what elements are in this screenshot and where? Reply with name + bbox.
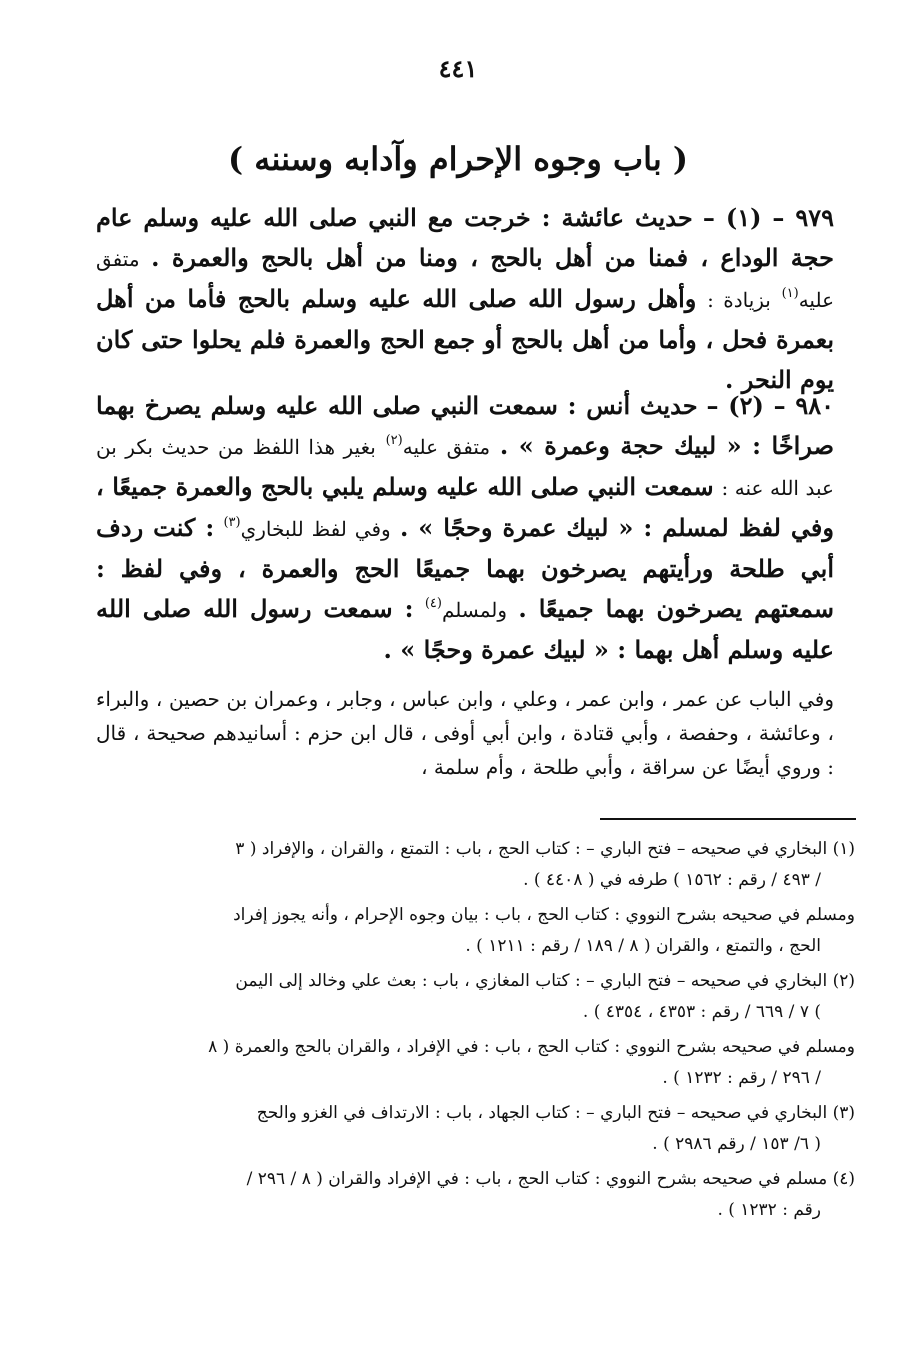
- hadith-quote: سمعت النبي صلى الله عليه وسلم يلبي بالحج والعمرة جميعًا ، وفي لفظ لمسلم : « لبيك عمرة وحجًا » .: [96, 472, 834, 542]
- footnote: [90, 1164, 855, 1226]
- footnote-line: (١) البخاري في صحيحه – فتح الباري – : كتاب الحج ، باب : التمتع ، والقران ، والإفراد ( ٣: [235, 839, 855, 859]
- hadith-addition: وأهل رسول الله صلى الله عليه وسلم بالحج فأما من أهل بعمرة فحل ، وأما من أهل بالحج أو جمع الحج والعمرة فلم يحلوا حتى كان يوم النحر .: [96, 284, 835, 394]
- footnote-line: الحج ، والتمتع ، والقران ( ٨ / ١٨٩ / رقم : ١٢١١ ) .: [465, 936, 821, 956]
- footnote-line: (٤) مسلم في صحيحه بشرح النووي : كتاب الحج ، باب : في الإفراد والقران ( ٨ / ٢٩٦ /: [246, 1169, 855, 1189]
- footnote-line: ) ٧ / ٦٦٩ / رقم : ٤٣٥٣ ، ٤٣٥٤ ) .: [582, 1002, 821, 1022]
- footnote-line: ومسلم في صحيحه بشرح النووي : كتاب الحج ، باب : بيان وجوه الإحرام ، وأنه يجوز إفراد: [233, 905, 855, 925]
- hadith-number: ٩٧٩ – (١) –: [702, 203, 834, 232]
- addition-label: بزيادة :: [707, 288, 771, 312]
- footnote: [90, 834, 855, 896]
- footnote-ref: (٤): [424, 596, 442, 611]
- footnote-line: ومسلم في صحيحه بشرح النووي : كتاب الحج ، باب : في الإفراد ، والقران بالحج والعمرة ( ٨: [208, 1037, 855, 1057]
- footnote-ref: (٢): [385, 433, 403, 448]
- hadith-text: حديث أنس : سمعت النبي صلى الله عليه وسلم يصرخ بهما صراخًا : « لبيك حجة وعمرة » .: [96, 391, 834, 460]
- footnote: [90, 1098, 855, 1160]
- footnote: [90, 1032, 855, 1094]
- footnote-ref: (٣): [223, 515, 241, 530]
- agreed-label: متفق عليه: [96, 247, 835, 312]
- agreed-label: متفق عليه: [402, 435, 491, 459]
- footnotes: [90, 834, 855, 1230]
- narration-note: بغير هذا اللفظ من حديث بكر بن عبد الله عنه :: [96, 435, 834, 500]
- bukhari-label: وفي لفظ للبخاري: [240, 517, 391, 541]
- hadith-number: ٩٨٠ – (٢) –: [706, 391, 834, 420]
- muslim-label: ولمسلم: [441, 598, 508, 622]
- footnote-line: رقم : ١٢٣٢ ) .: [717, 1200, 821, 1220]
- footnote-line: (٢) البخاري في صحيحه – فتح الباري – : كتاب المغازي ، باب : بعث علي وخالد إلى اليمن: [235, 971, 855, 991]
- footnote-line: (٣) البخاري في صحيحه – فتح الباري – : كتاب الجهاد ، باب : الارتداف في الغزو والحج: [256, 1103, 855, 1123]
- footnote-line: ( ٦/ ١٥٣ / رقم ٢٩٨٦ ) .: [652, 1134, 821, 1154]
- chapter-title: ( باب وجوه الإحرام وآدابه وسننه ): [228, 140, 688, 178]
- footnote-line: / ٢٩٦ / رقم : ١٢٣٢ ) .: [662, 1068, 821, 1088]
- footnote: [90, 900, 855, 962]
- hadith-quote: : سمعت رسول الله صلى الله عليه وسلم أهل بهما : « لبيك عمرة وحجًا » .: [96, 594, 834, 664]
- page-number: ٤٤١: [438, 54, 478, 83]
- footnote: [90, 966, 855, 1028]
- footnote-ref: (١): [781, 286, 799, 301]
- hadith-quote: : كنت ردف أبي طلحة ورأيتهم يصرخون بهما جميعًا الحج والعمرة ، وفي لفظ : سمعتهم يصرخون بهما جميعًا .: [96, 513, 834, 623]
- hadith-980: [96, 386, 834, 670]
- hadith-text: حديث عائشة : خرجت مع النبي صلى الله عليه وسلم عام حجة الوداع ، فمنا من أهل بالحج ، ومنا من أهل بالحج والعمرة .: [96, 203, 834, 272]
- footnote-line: / ٤٩٣ / رقم : ١٥٦٢ ) طرفه في ( ٤٤٠٨ ) .: [523, 870, 821, 890]
- footnote-divider: [600, 818, 856, 820]
- hadith-979: [96, 198, 834, 400]
- bab-note: وفي الباب عن عمر ، وابن عمر ، وعلي ، وابن عباس ، وجابر ، وعمران بن حصين ، والبراء ، وعائشة ، وحفصة ، وأبي قتادة ، وابن أبي أوفى ، قال ابن حزم : أسانيدهم صحيحة ، قال : وروي أيضًا عن سراقة ، وأبي طلحة ، وأم سلمة ،: [96, 687, 834, 779]
